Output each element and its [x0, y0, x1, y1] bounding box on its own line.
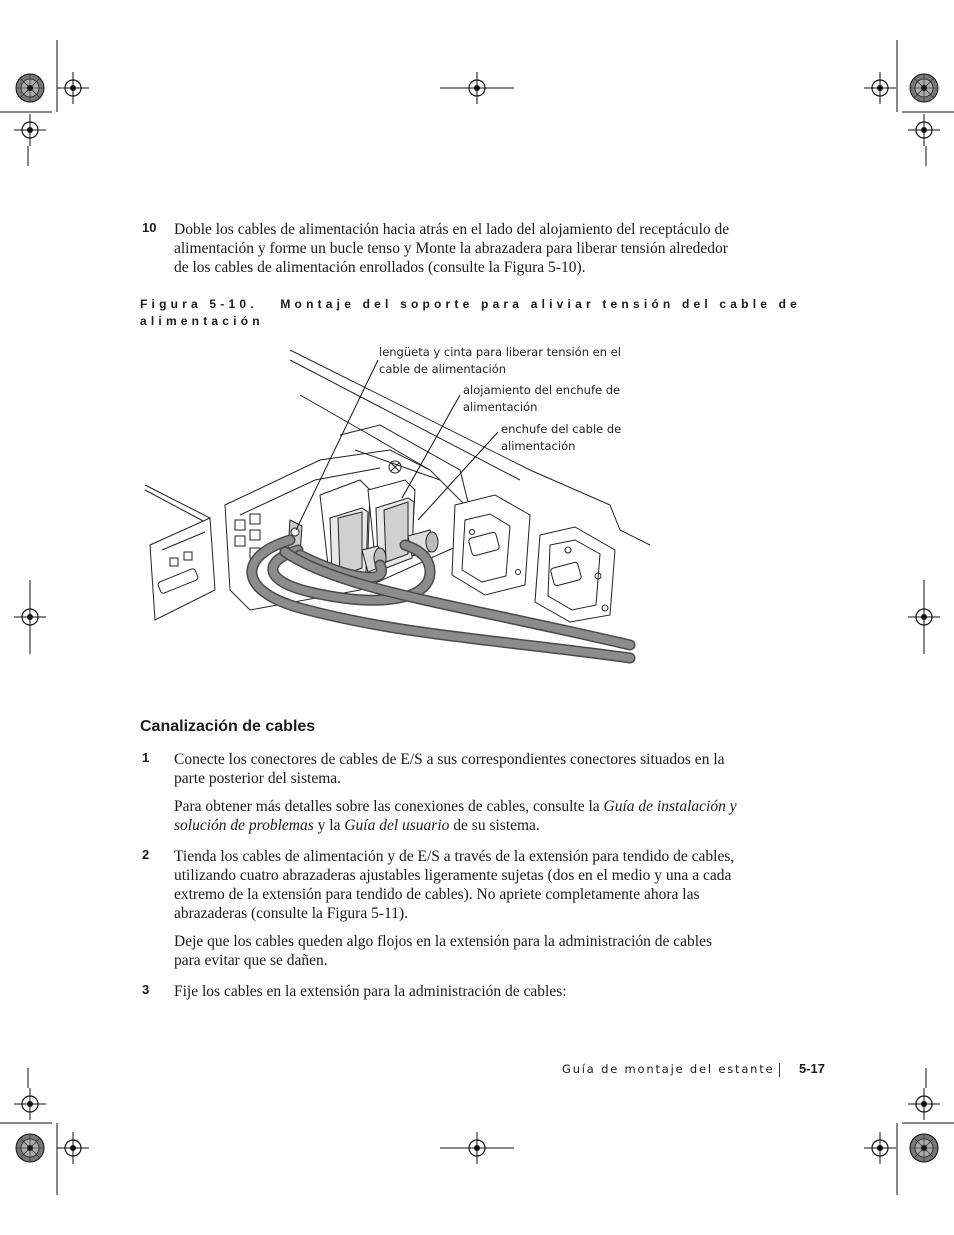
- footer-guide-title: Guía de montaje del estante: [562, 1062, 775, 1076]
- reg-top-right-crosshair-2: [908, 114, 940, 146]
- reg-top-left-crosshair-2: [14, 114, 46, 146]
- reg-bottom-right-starburst: [910, 1134, 938, 1162]
- callout-line: alimentación: [501, 439, 576, 453]
- callout-line: alimentación: [463, 400, 538, 414]
- reg-bottom-right-crosshair-2: [864, 1132, 896, 1164]
- reg-top-right-crosshair: [864, 72, 896, 104]
- callout-line: enchufe del cable de: [501, 422, 622, 436]
- figure-caption-line-2: alimentación: [140, 314, 264, 328]
- callout-power-cable-plug: [501, 421, 621, 455]
- figure-caption-line-1: Figura 5-10. Montaje del soporte para aliviar tensión del cable de: [140, 297, 802, 311]
- footer-separator: [779, 1063, 780, 1077]
- reg-bottom-right-crosshair: [908, 1088, 940, 1120]
- step-note: [174, 797, 742, 835]
- step-number: 1: [142, 750, 150, 765]
- step-text: Tienda los cables de alimentación y de E/S a través de la extensión para tendido de cables, utilizando cuatro abrazaderas ajustables ligeramente sujetas (dos en el medio y una a cada extremo de la extensión para tendido de cables). No apriete completamente ahora las abrazaderas (consulte la Figura 5-11).: [174, 848, 735, 922]
- note-guide-reference: Guía del usuario: [344, 817, 450, 834]
- reg-top-left-starburst: [16, 74, 44, 102]
- step-2: [142, 847, 742, 970]
- reg-bottom-left-starburst: [16, 1134, 44, 1162]
- note-guide-reference: Guía de instalación y solución de problemas: [174, 798, 737, 834]
- reg-top-left-crosshair: [57, 72, 89, 104]
- step-note: Deje que los cables queden algo flojos en la extensión para la administración de cables para evitar que se dañen.: [174, 933, 713, 969]
- step-10: [142, 220, 742, 277]
- reg-top-right-starburst: [910, 74, 938, 102]
- section-heading: Canalización de cables: [140, 718, 316, 735]
- note-text: de su sistema.: [449, 817, 540, 834]
- note-text: Para obtener más detalles sobre las conexiones de cables, consulte la: [174, 798, 604, 815]
- note-text: y la: [313, 817, 345, 834]
- step-text: Fije los cables en la extensión para la administración de cables:: [174, 983, 567, 1000]
- step-text: Conecte los conectores de cables de E/S a sus correspondientes conectores situados en la parte posterior del sistema.: [174, 751, 725, 787]
- step-1: [142, 750, 742, 835]
- step-number: 10: [142, 220, 157, 235]
- callout-line: lengüeta y cinta para liberar tensión en el: [379, 345, 621, 359]
- footer-page-number: 5-17: [799, 1061, 826, 1076]
- step-number: 2: [142, 847, 150, 862]
- step-text: Doble los cables de alimentación hacia atrás en el lado del alojamiento del receptáculo de alimentación y forme un bucle tenso y Monte la abrazadera para liberar tensión alrededor de los cables de alimentación enrollados (consulte la Figura 5-10).: [174, 221, 730, 276]
- callout-strain-relief-tab: [379, 344, 621, 378]
- callout-power-plug-housing: [463, 382, 620, 416]
- figure-caption: [140, 296, 802, 330]
- callout-line: alojamiento del enchufe de: [463, 383, 621, 397]
- reg-bottom-left-crosshair-2: [57, 1132, 89, 1164]
- step-number: 3: [142, 982, 150, 997]
- step-3: [142, 982, 742, 1001]
- reg-bottom-left-crosshair: [14, 1088, 46, 1120]
- callout-line: cable de alimentación: [379, 362, 507, 376]
